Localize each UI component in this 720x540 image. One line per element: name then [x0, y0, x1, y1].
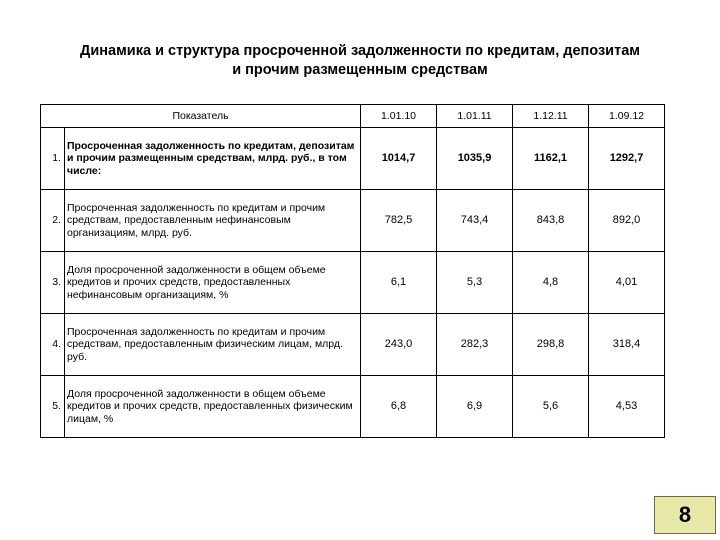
title-line-2: и прочим размещенным средствам: [232, 62, 488, 78]
table-row: [41, 190, 665, 252]
table-row: [41, 252, 665, 314]
row-label: Просроченная задолженность по кредитам и прочим средствам, предоставленным нефинансовым организациям, млрд. руб.: [65, 190, 361, 252]
header-indicator: Показатель: [41, 105, 361, 128]
table-cell: 892,0: [589, 190, 665, 252]
table-cell: 4,8: [513, 252, 589, 314]
table-cell: 298,8: [513, 314, 589, 376]
table-cell: 1162,1: [513, 128, 589, 190]
page-number-badge: 8: [654, 496, 716, 534]
table-cell: 4,01: [589, 252, 665, 314]
table-cell: 318,4: [589, 314, 665, 376]
table-header-row: [41, 105, 665, 128]
header-period: 1.09.12: [589, 105, 665, 128]
table-cell: 782,5: [361, 190, 437, 252]
table-cell: 843,8: [513, 190, 589, 252]
table-row: [41, 376, 665, 438]
table-cell: 6,9: [437, 376, 513, 438]
table-cell: 5,3: [437, 252, 513, 314]
row-number: 4.: [41, 314, 65, 376]
row-label: Доля просроченной задолженности в общем объеме кредитов и прочих средств, предоставленных нефинансовым организациям, %: [65, 252, 361, 314]
header-period: 1.01.11: [437, 105, 513, 128]
row-label: Просроченная задолженность по кредитам, депозитам и прочим размещенным средствам, млрд. руб., в том числе:: [65, 128, 361, 190]
table-cell: 282,3: [437, 314, 513, 376]
table-row: [41, 314, 665, 376]
table-row: [41, 128, 665, 190]
title-line-1: Динамика и структура просроченной задолженности по кредитам, депозитам: [80, 43, 640, 59]
table-cell: 1292,7: [589, 128, 665, 190]
table-cell: 1014,7: [361, 128, 437, 190]
row-number: 2.: [41, 190, 65, 252]
page-title: [20, 42, 700, 80]
row-number: 3.: [41, 252, 65, 314]
table-cell: 1035,9: [437, 128, 513, 190]
table-cell: 6,8: [361, 376, 437, 438]
row-label: Доля просроченной задолженности в общем объеме кредитов и прочих средств, предоставленных физическим лицам, %: [65, 376, 361, 438]
row-number: 1.: [41, 128, 65, 190]
table-cell: 5,6: [513, 376, 589, 438]
table-cell: 243,0: [361, 314, 437, 376]
header-period: 1.01.10: [361, 105, 437, 128]
table-cell: 743,4: [437, 190, 513, 252]
table-cell: 6,1: [361, 252, 437, 314]
table-cell: 4,53: [589, 376, 665, 438]
row-label: Просроченная задолженность по кредитам и прочим средствам, предоставленным физическим лицам, млрд. руб.: [65, 314, 361, 376]
data-table: [40, 104, 665, 438]
header-period: 1.12.11: [513, 105, 589, 128]
row-number: 5.: [41, 376, 65, 438]
